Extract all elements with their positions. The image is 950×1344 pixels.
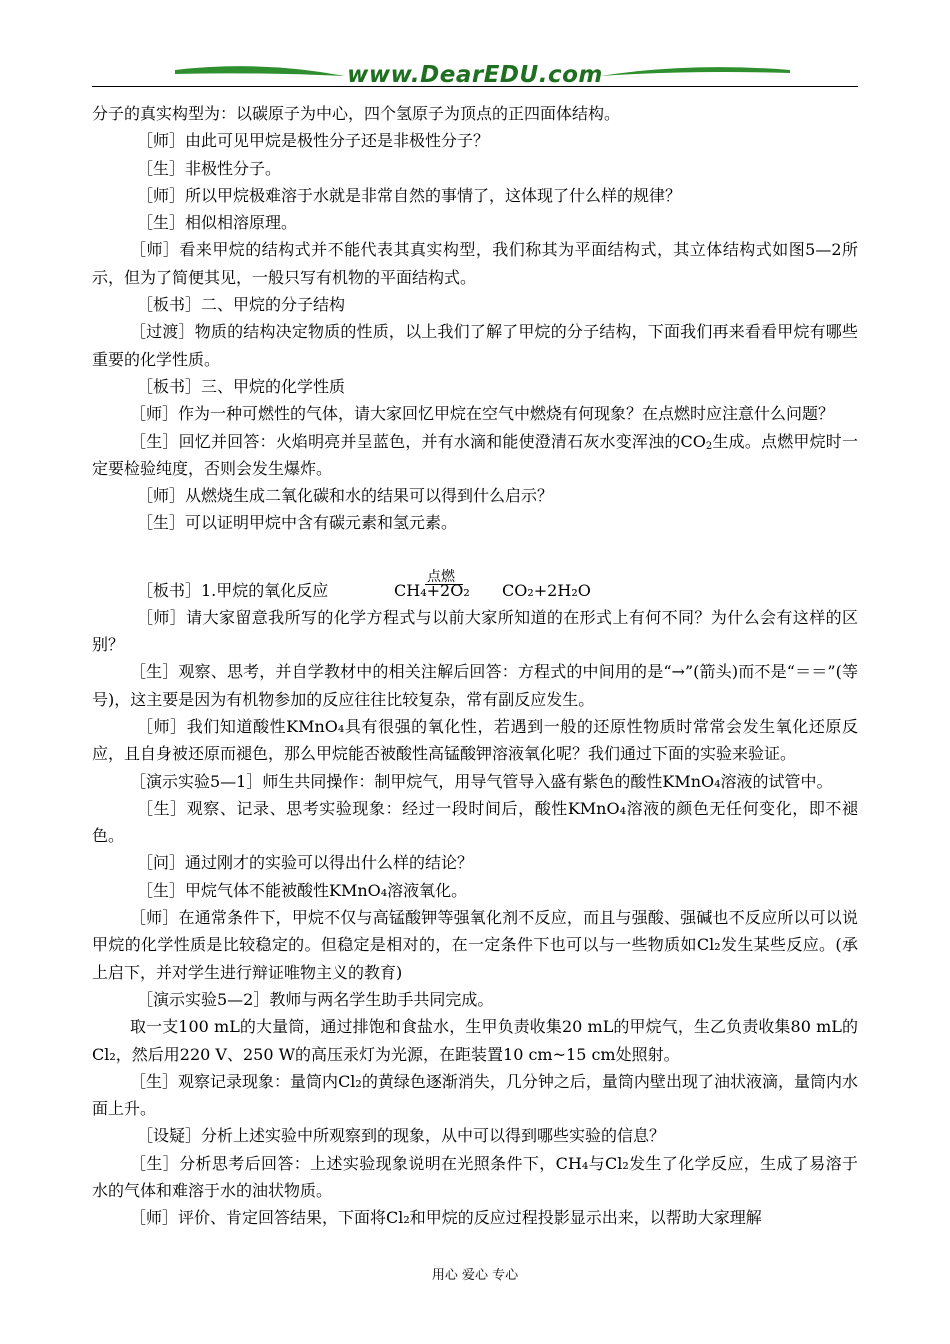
paragraph: ［设疑］分析上述实验中所观察到的现象，从中可以得到哪些实验的信息？: [137, 1126, 666, 1146]
paragraph: ［生］相似相溶原理。: [137, 213, 298, 233]
paragraph: ［师］看来甲烷的结构式并不能代表其真实构型，我们称其为平面结构式，其立体结构式如图5—2所示，但为了简便其见，一般只写有机物的平面结构式。: [92, 240, 858, 287]
text-run: ［生］回忆并回答：火焰明亮并呈蓝色，并有水滴和能使澄清石灰水变浑浊的CO: [130, 431, 706, 451]
paragraph: ［师］作为一种可燃性的气体，请大家回忆甲烷在空气中燃烧有何现象？在点燃时应注意什么问题？: [130, 404, 835, 424]
brand-logo-text[interactable]: www.DearEDU.com: [347, 62, 603, 88]
paragraph: ［生］可以证明甲烷中含有碳元素和氢元素。: [137, 513, 458, 533]
paragraph: ［师］从燃烧生成二氧化碳和水的结果可以得到什么启示？: [137, 486, 554, 506]
paragraph: ［师］我们知道酸性KMnO₄具有很强的氧化性，若遇到一般的还原性物质时常常会发生氧化还原反应，且自身被还原而褪色，那么甲烷能否被酸性高锰酸钾溶液氧化呢？我们通过下面的实验来验证。: [92, 716, 858, 764]
equation-line: [92, 564, 858, 604]
reaction-arrow: [425, 584, 463, 585]
paragraph: ［生］非极性分子。: [137, 158, 282, 178]
paragraph: ［演示实验5—2］教师与两名学生助手共同完成。: [137, 989, 494, 1009]
page-footer: 用心 爱心 专心: [431, 1268, 519, 1283]
blank-line: [92, 537, 858, 564]
paragraph: [92, 428, 858, 483]
equation-products: CO₂+2H₂O: [502, 580, 591, 600]
paragraph: 取一支100 mL的大量筒，通过排饱和食盐水，生甲负责收集20 mL的甲烷气，生乙负责收集80 mL的Cl₂，然后用220 V、250 W的高压汞灯为光源，在距装置10 cm~15 cm处照射。: [92, 1017, 858, 1064]
document-body: [92, 100, 858, 1232]
reaction-condition: 点燃: [427, 568, 455, 585]
equation-reactants: CH₄+2O₂: [394, 580, 470, 600]
paragraph: ［问］通过刚才的实验可以得出什么样的结论？: [137, 853, 474, 873]
paragraph: ［生］分析思考后回答：上述实验现象说明在光照条件下，CH₄与Cl₂发生了化学反应，生成了易溶于水的气体和难溶于水的油状物质。: [92, 1153, 858, 1200]
paragraph: ［师］请大家留意我所写的化学方程式与以前大家所知道的在形式上有何不同？为什么会有这样的区别？: [92, 607, 858, 655]
paragraph: ［师］在通常条件下，甲烷不仅与高锰酸钾等强氧化剂不反应，而且与强酸、强碱也不反应所以可以说甲烷的化学性质是比较稳定的。但稳定是相对的，在一定条件下也可以与一些物质如Cl₂发生某些反应。(承上启下，并对学生进行辩证唯物主义的教育): [92, 908, 858, 982]
paragraph: ［师］所以甲烷极难溶于水就是非常自然的事情了，这体现了什么样的规律？: [137, 185, 682, 205]
paragraph: ［生］观察记录现象：量筒内Cl₂的黄绿色逐渐消失，几分钟之后，量筒内壁出现了油状液滴，量筒内水面上升。: [92, 1071, 858, 1119]
paragraph: ［板书］三、甲烷的化学性质: [137, 376, 346, 396]
paragraph: 分子的真实构型为：以碳原子为中心，四个氢原子为顶点的正四面体结构。: [92, 104, 621, 123]
header-rule: [92, 86, 858, 87]
paragraph: ［生］观察、记录、思考实验现象：经过一段时间后，酸性KMnO₄溶液的颜色无任何变化，即不褪色。: [92, 798, 858, 846]
paragraph: ［生］观察、思考，并自学教材中的相关注解后回答：方程式的中间用的是“→”(箭头)而不是“＝＝”(等号)，这主要是因为有机物参加的反应往往比较复杂，常有副反应发生。: [92, 662, 858, 709]
paragraph: ［生］甲烷气体不能被酸性KMnO₄溶液氧化。: [137, 880, 468, 900]
equation-label: ［板书］1.甲烷的氧化反应: [137, 580, 329, 600]
subscript: 2: [705, 440, 713, 452]
paragraph: ［过渡］物质的结构决定物质的性质，以上我们了解了甲烷的分子结构，下面我们再来看看甲烷有哪些重要的化学性质。: [92, 322, 858, 369]
paragraph: ［师］评价、肯定回答结果，下面将Cl₂和甲烷的反应过程投影显示出来，以帮助大家理解: [130, 1208, 762, 1228]
paragraph: ［师］由此可见甲烷是极性分子还是非极性分子？: [137, 131, 490, 151]
paragraph: ［演示实验5—1］师生共同操作：制甲烷气，用导气管导入盛有紫色的酸性KMnO₄溶液的试管中。: [130, 771, 833, 791]
page-header: [0, 0, 950, 100]
text-run: 生成。点燃甲烷时一定要检验纯度，否则会发生爆炸。: [92, 431, 858, 478]
paragraph: ［板书］二、甲烷的分子结构: [137, 295, 346, 315]
